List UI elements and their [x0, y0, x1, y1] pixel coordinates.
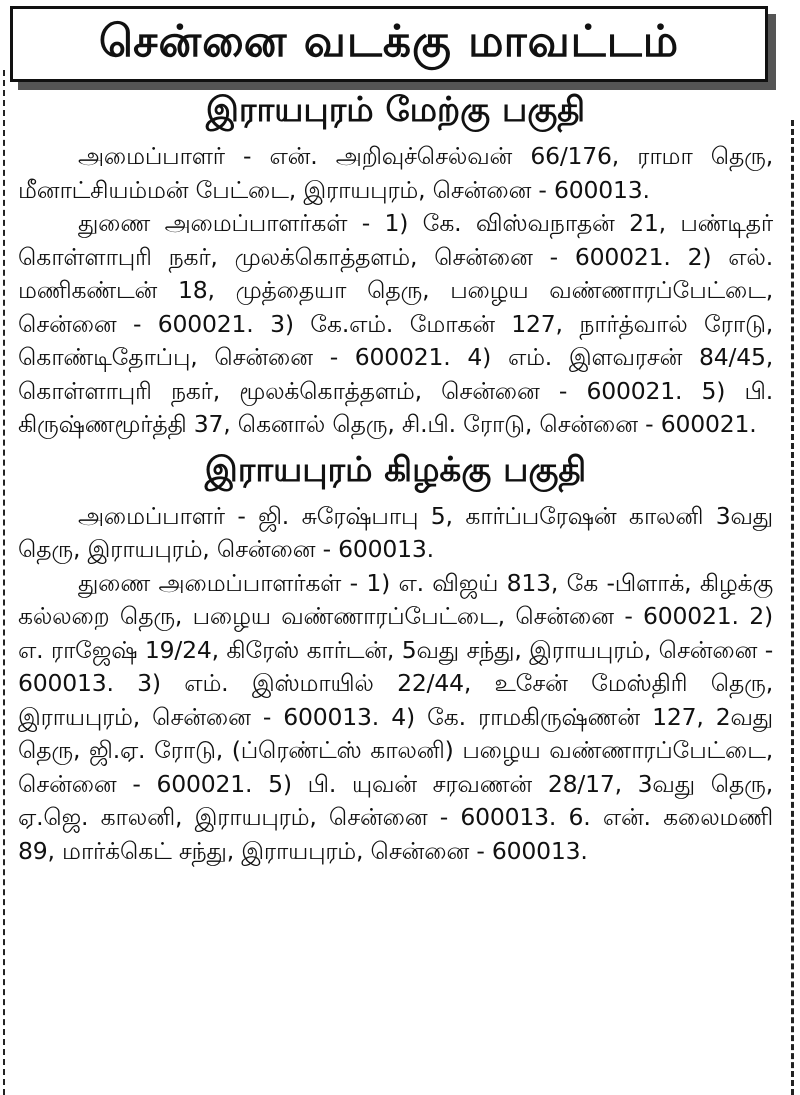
page-title: சென்னை வடக்கு மாவட்டம் [98, 15, 680, 67]
section-west [18, 90, 773, 442]
title-box [10, 6, 768, 82]
article-body [18, 86, 773, 876]
right-dashed-border [791, 120, 794, 1095]
section-heading: இராயபுரம் கிழக்கு பகுதி [204, 449, 587, 490]
organizer-paragraph: அமைப்பாளர் - ஜி. சுரேஷ்பாபு 5, கார்ப்பரேஷன் காலனி 3வது தெரு, இராயபுரம், சென்னை - 600013. [18, 501, 773, 563]
section-heading: இராயபுரம் மேற்கு பகுதி [205, 90, 586, 130]
organizer-paragraph: அமைப்பாளர் - என். அறிவுச்செல்வன் 66/176, ராமா தெரு, மீனாட்சியம்மன் பேட்டை, இராயபுரம், சென்னை - 600013. [18, 142, 773, 204]
left-dashed-border [3, 70, 5, 1095]
section-east [18, 450, 773, 869]
deputies-paragraph: துணை அமைப்பாளர்கள் - 1) கே. விஸ்வநாதன் 21, பண்டிதர் கொள்ளாபுரி நகர், முலக்கொத்தளம், சென்னை - 600021. 2) எல். மணிகண்டன் 18, முத்தையா தெரு, பழைய வண்ணாரப்பேட்டை, சென்னை - 600021. 3) கே.எம். மோகன் 127, நார்த்வால் ரோடு, கொண்டிதோப்பு, சென்னை - 600021. 4) எம். இளவரசன் 84/45, கொள்ளாபுரி நகர், மூலக்கொத்தளம், சென்னை - 600021. 5) பி. கிருஷ்ணமூர்த்தி 37, கெனால் தெரு, சி.பி. ரோடு, சென்னை - 600021. [18, 209, 773, 438]
deputies-paragraph: துணை அமைப்பாளர்கள் - 1) எ. விஜய் 813, கே -பிளாக், கிழக்கு கல்லறை தெரு, பழைய வண்ணாரப்பேட்டை, சென்னை - 600021. 2) எ. ராஜேஷ் 19/24, கிரேஸ் கார்டன், 5வது சந்து, இராயபுரம், சென்னை - 600013. 3) எம். இஸ்மாயில் 22/44, உசேன் மேஸ்திரி தெரு, இராயபுரம், சென்னை - 600013. 4) கே. ராமகிருஷ்ணன் 127, 2வது தெரு, ஜி.ஏ. ரோடு, (ப்ரெண்ட்ஸ் காலனி) பழைய வண்ணாரப்பேட்டை, சென்னை - 600021. 5) பி. யுவன் சரவணன் 28/17, 3வது தெரு, ஏ.ஜெ. காலனி, இராயபுரம், சென்னை - 600013. 6. என். கலைமணி 89, மார்க்கெட் சந்து, இராயபுரம், சென்னை - 600013. [18, 568, 773, 865]
